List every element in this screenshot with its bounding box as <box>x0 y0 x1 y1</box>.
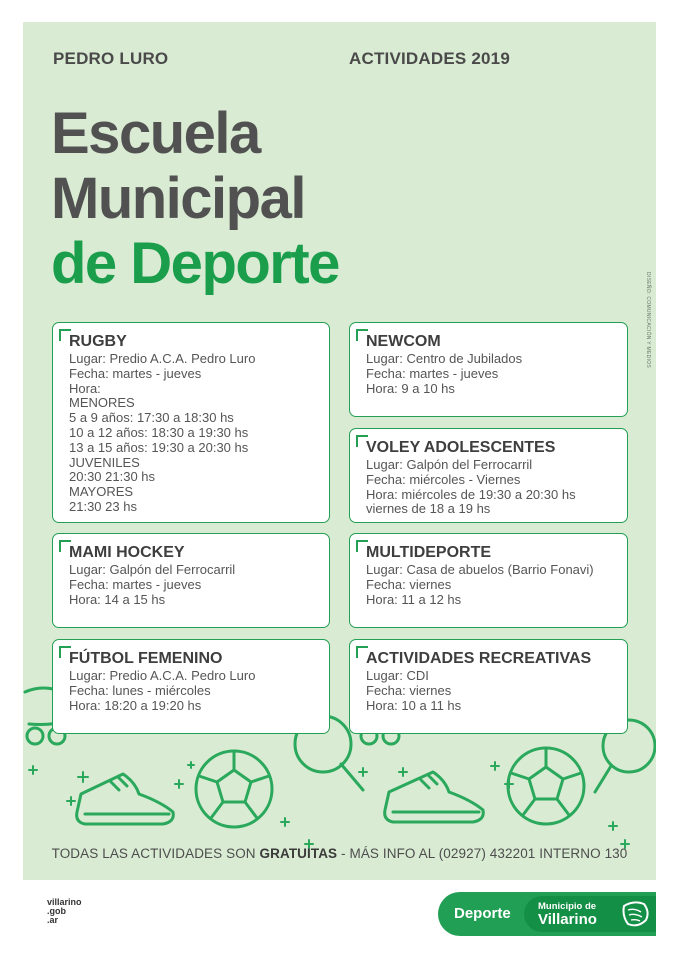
activity-card-rugby <box>52 322 330 523</box>
card-line: Lugar: Galpón del Ferrocarril <box>69 562 236 577</box>
card-line: Hora: 10 a 11 hs <box>366 697 462 713</box>
card-line: Hora: 11 a 12 hs <box>366 591 462 607</box>
card-line: Fecha: miércoles - Viernes <box>366 471 521 487</box>
card-line: MENORES <box>69 395 135 411</box>
card-line: Hora: 18:20 a 19:20 hs <box>69 697 202 713</box>
card-line: Hora: 9 a 10 hs <box>366 380 455 396</box>
card-line: Fecha: viernes <box>366 576 452 592</box>
brand-deporte-label: Deporte <box>454 905 511 922</box>
title-line-2: Municipal <box>51 166 305 231</box>
card-title: RUGBY <box>69 333 127 350</box>
header-location: PEDRO LURO <box>53 49 169 68</box>
title-line-3: de Deporte <box>51 231 339 296</box>
website-logo <box>47 898 82 925</box>
card-line: Fecha: martes - jueves <box>366 365 499 381</box>
card-line: Lugar: Casa de abuelos (Barrio Fonavi) <box>366 562 594 577</box>
card-line: 10 a 12 años: 18:30 a 19:30 hs <box>69 424 249 440</box>
card-line: 20:30 21:30 hs <box>69 469 156 485</box>
card-line: JUVENILES <box>69 454 140 470</box>
sneaker-icon <box>77 774 174 824</box>
website-line-2: .gob <box>47 906 66 916</box>
activity-card-multideporte <box>349 533 628 628</box>
card-line: Fecha: martes - jueves <box>69 365 202 381</box>
card-line: Hora: 14 a 15 hs <box>69 591 166 607</box>
footer-info-contact: - MÁS INFO AL (02927) 432201 INTERNO 130 <box>337 846 628 861</box>
header-year: ACTIVIDADES 2019 <box>349 49 510 68</box>
municipio-label: Municipio de <box>538 901 597 912</box>
card-title: MAMI HOCKEY <box>69 544 185 561</box>
website-line-3: .ar <box>47 915 59 925</box>
card-line: Fecha: martes - jueves <box>69 576 202 592</box>
card-title: MULTIDEPORTE <box>366 544 492 561</box>
card-title: VOLEY ADOLESCENTES <box>366 439 556 456</box>
activity-card-voley-adolescentes <box>349 428 628 523</box>
card-line: Hora: <box>69 380 101 396</box>
footer-info-start: TODAS LAS ACTIVIDADES SON <box>51 846 260 861</box>
villarino-map-logo-icon <box>620 900 650 928</box>
activity-card-actividades-recreativas <box>349 639 628 734</box>
soccer-ball-icon <box>196 751 272 827</box>
card-line: Hora: miércoles de 19:30 a 20:30 hs <box>366 486 576 502</box>
footer-info <box>23 846 656 861</box>
activity-card-mami-hockey <box>52 533 330 628</box>
brand-badge <box>438 892 656 936</box>
card-line: Fecha: lunes - miércoles <box>69 682 211 698</box>
card-line: 13 a 15 años: 19:30 a 20:30 hs <box>69 439 249 455</box>
villarino-label: Villarino <box>538 911 597 928</box>
card-line: Fecha: viernes <box>366 682 452 698</box>
soccer-ball-icon <box>508 748 584 824</box>
municipio-logo <box>524 896 656 932</box>
footer-info-free: GRATUITAS <box>259 846 338 861</box>
card-line: 5 a 9 años: 17:30 a 18:30 hs <box>69 410 234 426</box>
card-title: ACTIVIDADES RECREATIVAS <box>366 650 592 667</box>
card-line: MAYORES <box>69 484 134 500</box>
activity-card-futbol-femenino <box>52 639 330 734</box>
website-line-1: villarino <box>47 897 82 907</box>
card-line: Lugar: Galpón del Ferrocarril <box>366 457 533 472</box>
design-credit: DISEÑO: COMUNICACIÓN Y MEDIOS <box>645 272 651 369</box>
card-line: 21:30 23 hs <box>69 498 137 514</box>
title-line-1: Escuela <box>51 101 260 166</box>
sneaker-icon <box>385 772 484 822</box>
card-line: Lugar: Predio A.C.A. Pedro Luro <box>69 668 256 683</box>
activity-card-newcom <box>349 322 628 417</box>
card-title: NEWCOM <box>366 333 441 350</box>
card-line: Lugar: Centro de Jubilados <box>366 351 523 366</box>
card-line: Lugar: CDI <box>366 668 429 683</box>
card-title: FÚTBOL FEMENINO <box>69 650 223 667</box>
poster <box>23 22 656 880</box>
card-line: viernes de 18 a 19 hs <box>366 501 491 517</box>
card-line: Lugar: Predio A.C.A. Pedro Luro <box>69 351 256 366</box>
